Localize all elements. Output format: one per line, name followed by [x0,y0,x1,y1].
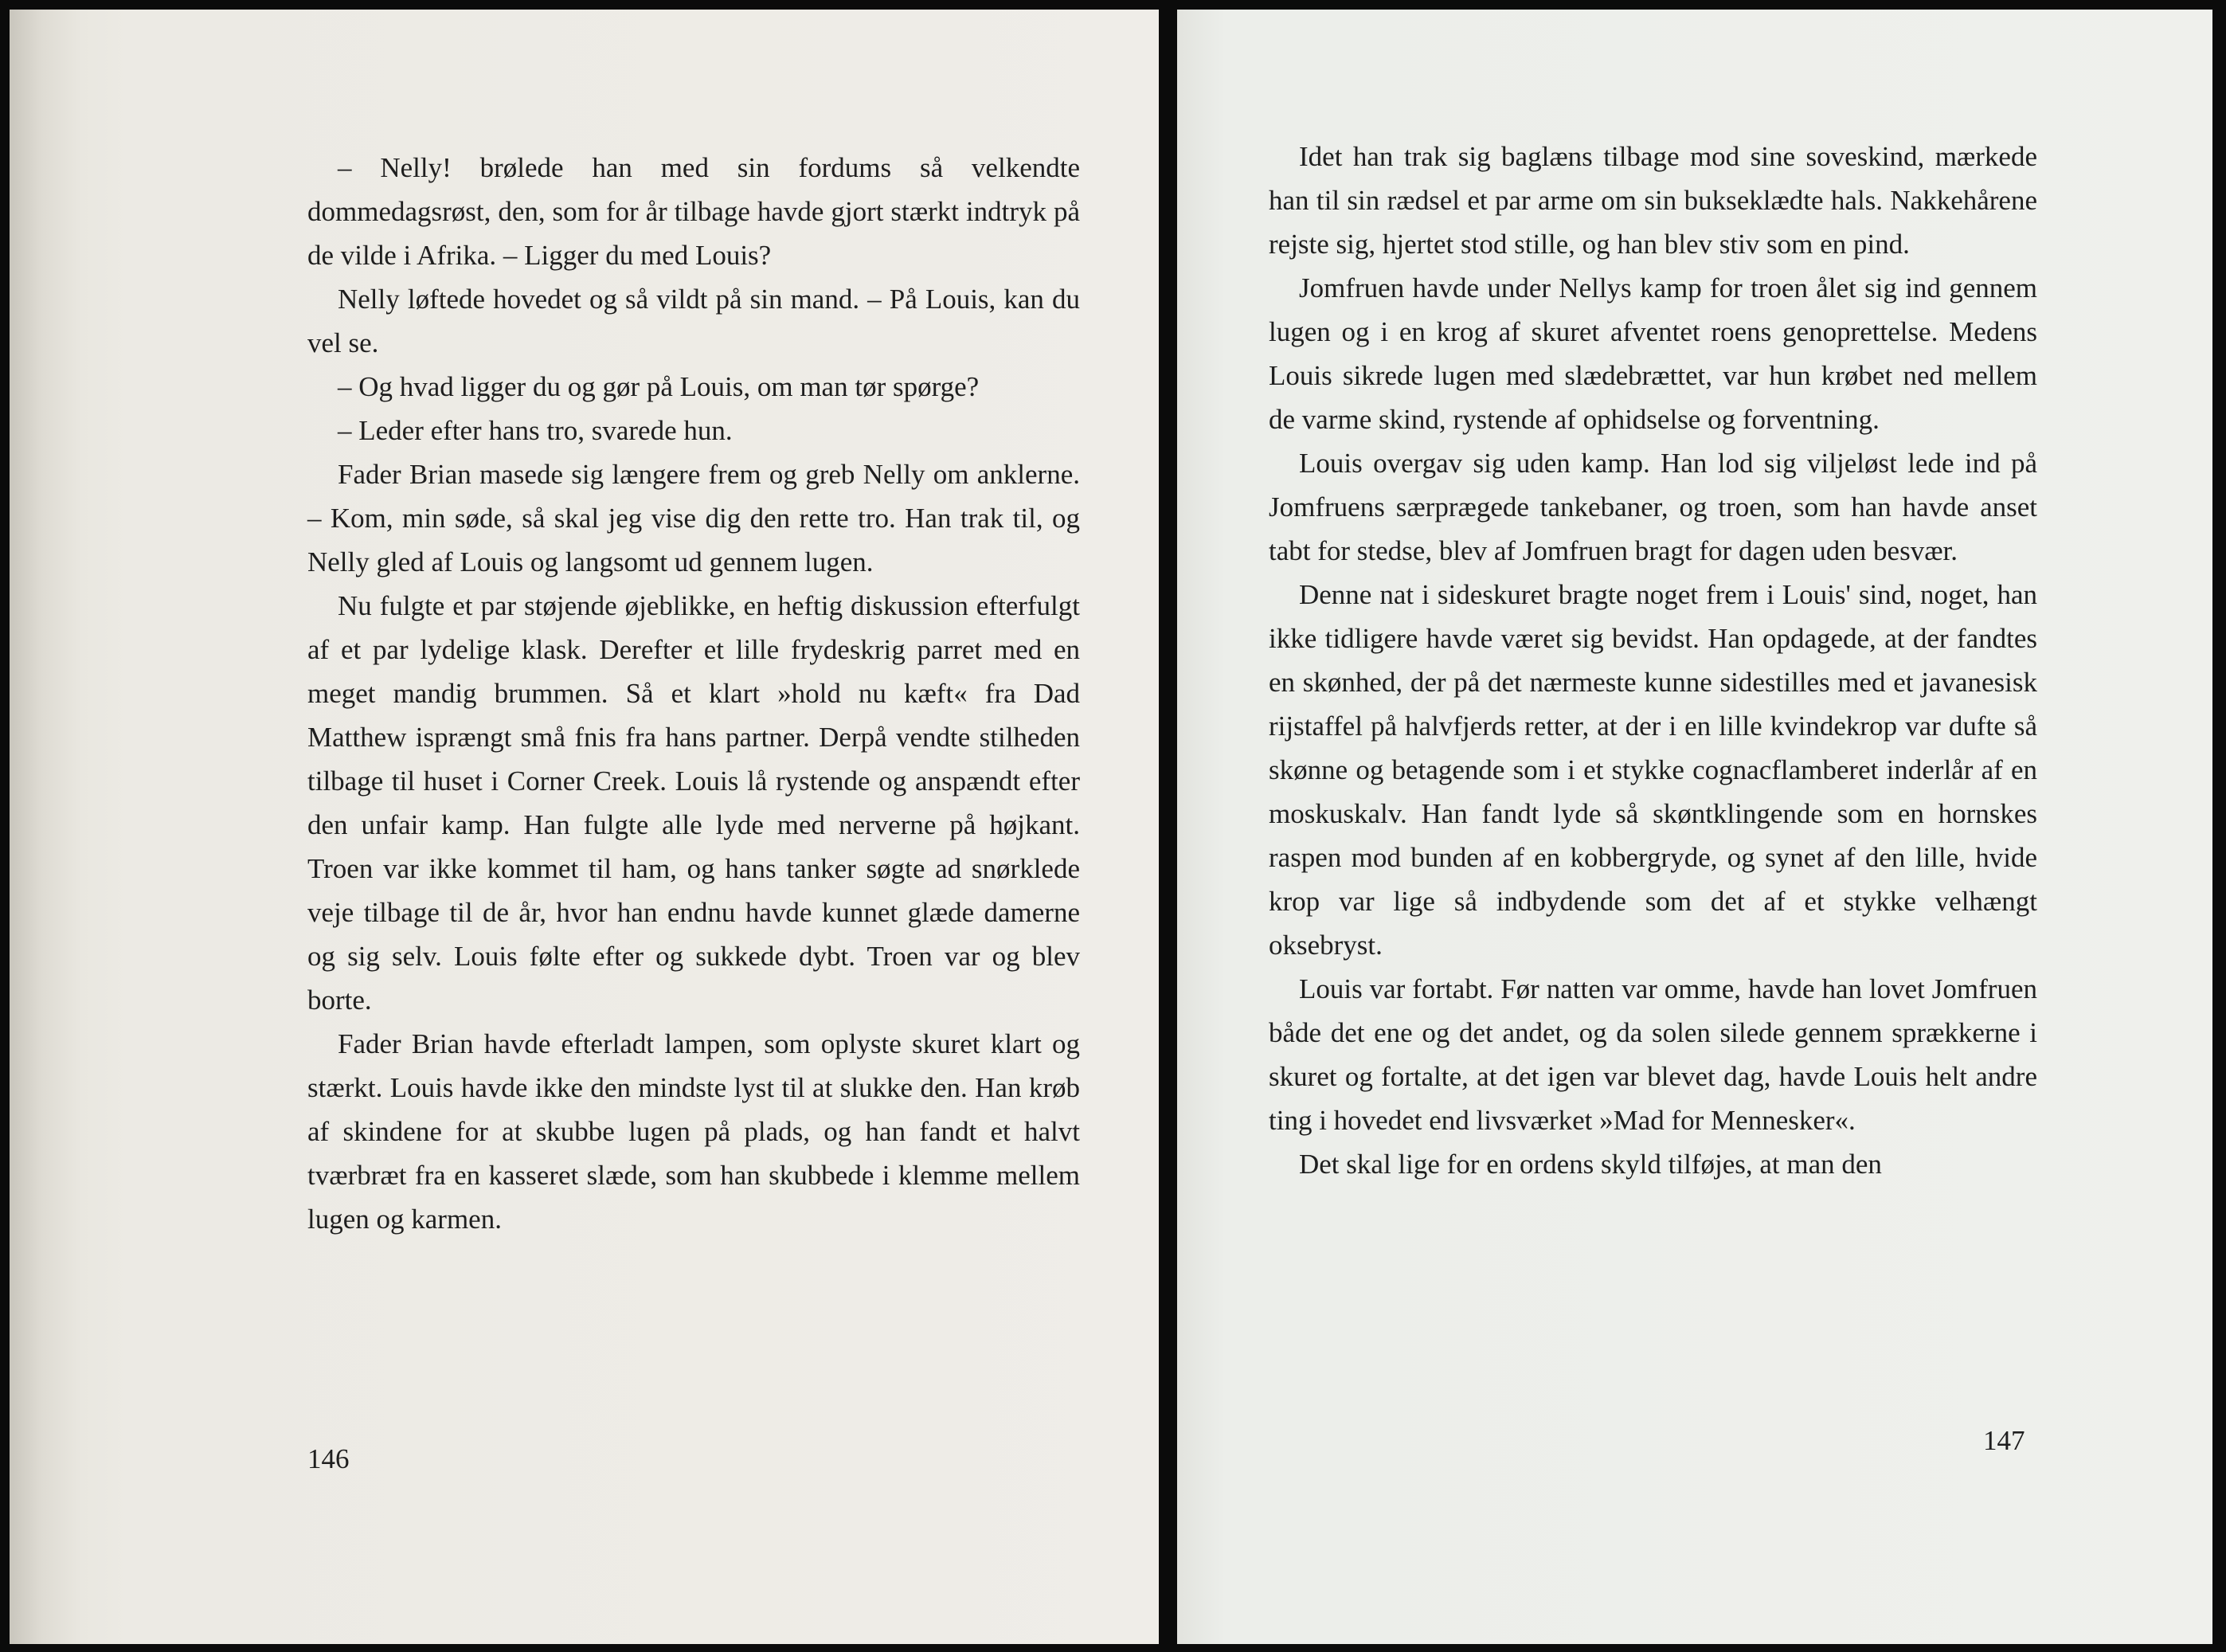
paragraph: Fader Brian havde efterladt lampen, som oplyste skuret klart og stærkt. Louis havde ikke den mindste lyst til at slukke den. Han krøb af skindene for at skubbe lugen på plads, og han fandt et halvt tværbræt fra en kasseret slæde, som han skubbede i klemme mellem lugen og karmen. [307,1028,1080,1235]
paragraph: – Leder efter hans tro, svarede hun. [338,415,733,446]
paragraph: Louis overgav sig uden kamp. Han lod sig viljeløst lede ind på Jomfruens særprægede tankebaner, og troen, som han havde anset tabt for stedse, blev af Jomfruen bragt for dagen uden besvær. [1269,448,2037,566]
paragraph: Fader Brian masede sig længere frem og greb Nelly om anklerne. – Kom, min søde, så skal jeg vise dig den rette tro. Han trak til, og Nelly gled af Louis og langsomt ud gennem lugen. [307,459,1080,577]
page-number: 147 [1983,1425,2025,1456]
paragraph: Nu fulgte et par støjende øjeblikke, en heftig diskussion efterfulgt af et par lydelige klask. Derefter et lille frydeskrig parret med en meget mandig brummen. Så et klart »hold nu kæft« fra Dad Matthew isprængt små fnis fra hans partner. Derpå vendte stilheden tilbage til huset i Corner Creek. Louis lå rystende og anspændt efter den unfair kamp. Han fulgte alle lyde med nerverne på højkant. Troen var ikke kommet til ham, og hans tanker søgte ad snørklede veje tilbage til de år, hvor han endnu havde kunnet glæde damerne og sig selv. Louis følte efter og sukkede dybt. Troen var og blev borte. [307,590,1080,1016]
paragraph: Jomfruen havde under Nellys kamp for troen ålet sig ind gennem lugen og i en krog af skuret afventet roens genoprettelse. Medens Louis sikrede lugen med slædebrættet, var hun krøbet ned mellem de varme skind, rystende af ophidselse og forventning. [1269,272,2037,435]
paragraph: Denne nat i sideskuret bragte noget frem i Louis' sind, noget, han ikke tidligere havde været sig bevidst. Han opdagede, at der fandtes en skønhed, der på det nærmeste kunne sidestilles med et javanesisk rijstaffel på halvfjerds retter, at der i en lille kvindekrop var dufte så skønne og betagende som i et stykke cognacflamberet inderlår af en moskuskalv. Han fandt lyde så skøntklingende som en hornskes raspen mod bunden af en kobbergryde, og synet af den lille, hvide krop var lige så indbydende som det af et stykke velhængt oksebryst. [1269,579,2037,961]
right-page-text [1269,135,2037,1186]
left-page-text [307,146,1080,1241]
paragraph: Nelly løftede hovedet og så vildt på sin mand. – På Louis, kan du vel se. [307,284,1080,358]
paragraph: Louis var fortabt. Før natten var omme, havde han lovet Jomfruen både det ene og det andet, og da solen silede gennem sprækkerne i skuret og fortalte, at det igen var blevet dag, havde Louis helt andre ting i hovedet end livsværket »Mad for Mennesker«. [1269,973,2037,1136]
paragraph: Idet han trak sig baglæns tilbage mod sine soveskind, mærkede han til sin rædsel et par arme om sin bukseklædte hals. Nakkehårene rejste sig, hjertet stod stille, og han blev stiv som en pind. [1269,141,2037,260]
page-number: 146 [307,1443,350,1474]
paragraph: – Nelly! brølede han med sin fordums så velkendte dommedagsrøst, den, som for år tilbage havde gjort stærkt indtryk på de vilde i Afrika. – Ligger du med Louis? [307,152,1080,271]
paragraph: Det skal lige for en ordens skyld tilføjes, at man den [1299,1149,1882,1180]
left-page [10,10,1159,1644]
right-page [1177,10,2212,1644]
paragraph: – Og hvad ligger du og gør på Louis, om man tør spørge? [338,371,980,402]
